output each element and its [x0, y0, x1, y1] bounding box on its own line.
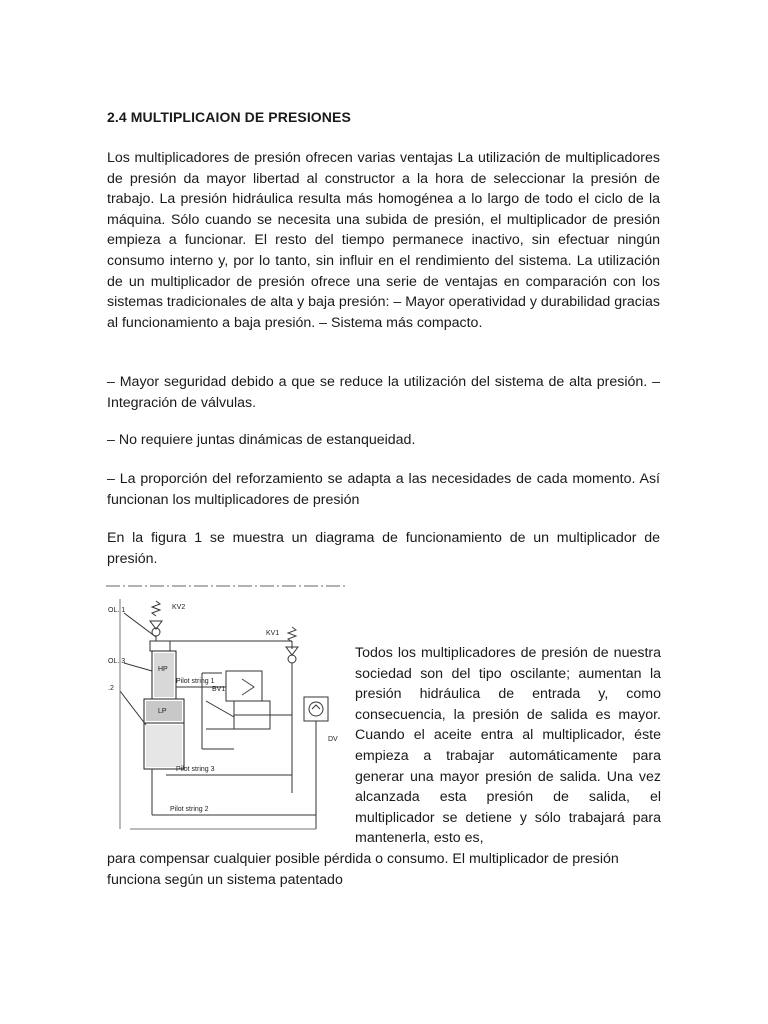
- hydraulic-diagram-figure: [106, 579, 346, 841]
- paragraph-seals: – No requiere juntas dinámicas de estanqueidad.: [107, 432, 416, 448]
- label-hp: HP: [158, 666, 168, 673]
- label-dv: DV: [328, 736, 338, 743]
- side-paragraph: Todos los multiplicadores de presión de nuestra sociedad son del tipo oscilante; aumentan la presión hidráulica de entrada y, como consecuencia, la presión de salida es mayor. Cuando el aceite entra al multiplicador, éste empieza a trabajar automáticamente para generar una mayor presión de salida. Una vez alcanzada esta presión de salida, el multiplicador se detiene y sólo trabajará para mantenerla, esto es,: [355, 645, 661, 847]
- label-kv2: KV2: [172, 604, 186, 611]
- hydraulic-diagram: [106, 579, 346, 841]
- label-col3: OL. 3: [108, 658, 126, 665]
- label-col1: OL. 1: [108, 607, 126, 614]
- paragraph-safety: – Mayor seguridad debido a que se reduce la utilización del sistema de alta presión. – Integración de válvulas.: [107, 374, 660, 411]
- paragraph-intro: Los multiplicadores de presión ofrecen varias ventajas La utilización de multiplicadores de presión da mayor libertad al constructor a la hora de seleccionar la presión de trabajo. La presión hidráulica resulta más homogénea a lo largo de todo el ciclo de la máquina. Sólo cuando se necesita una subida de presión, el multiplicador de presión empieza a funcionar. El resto del tiempo permanece inactivo, sin efectuar ningún consumo interno y, por lo tanto, sin influir en el rendimiento del sistema. La utilización de un multiplicador de presión ofrece una serie de ventajas en comparación con los sistemas tradicionales de alta y baja presión: – Mayor operatividad y durabilidad gracias al funcionamiento a baja presión. – Sistema más compacto.: [107, 150, 660, 331]
- tail-paragraph: para compensar cualquier posible pérdida o consumo. El multiplicador de presión funciona según un sistema patentado: [107, 851, 619, 888]
- label-lp: LP: [158, 708, 167, 715]
- hp-chamber: [154, 653, 174, 697]
- section-heading: 2.4 MULTIPLICAION DE PRESIONES: [107, 109, 351, 125]
- main-cylinder: [146, 725, 182, 767]
- paragraph-figure-ref: En la figura 1 se muestra un diagrama de funcionamiento de un multiplicador de presión.: [107, 530, 660, 567]
- label-bv1: BV1: [212, 686, 226, 693]
- label-pilot1: Pilot string 1: [176, 678, 215, 685]
- label-pilot2: Pilot string 2: [170, 806, 209, 813]
- label-pilot3: Pilot string 3: [176, 766, 215, 773]
- label-kv1: KV1: [266, 630, 280, 637]
- paragraph-ratio: – La proporción del reforzamiento se adapta a las necesidades de cada momento. Así funcionan los multiplicadores de presión: [107, 471, 660, 508]
- label-col2: .2: [108, 685, 114, 692]
